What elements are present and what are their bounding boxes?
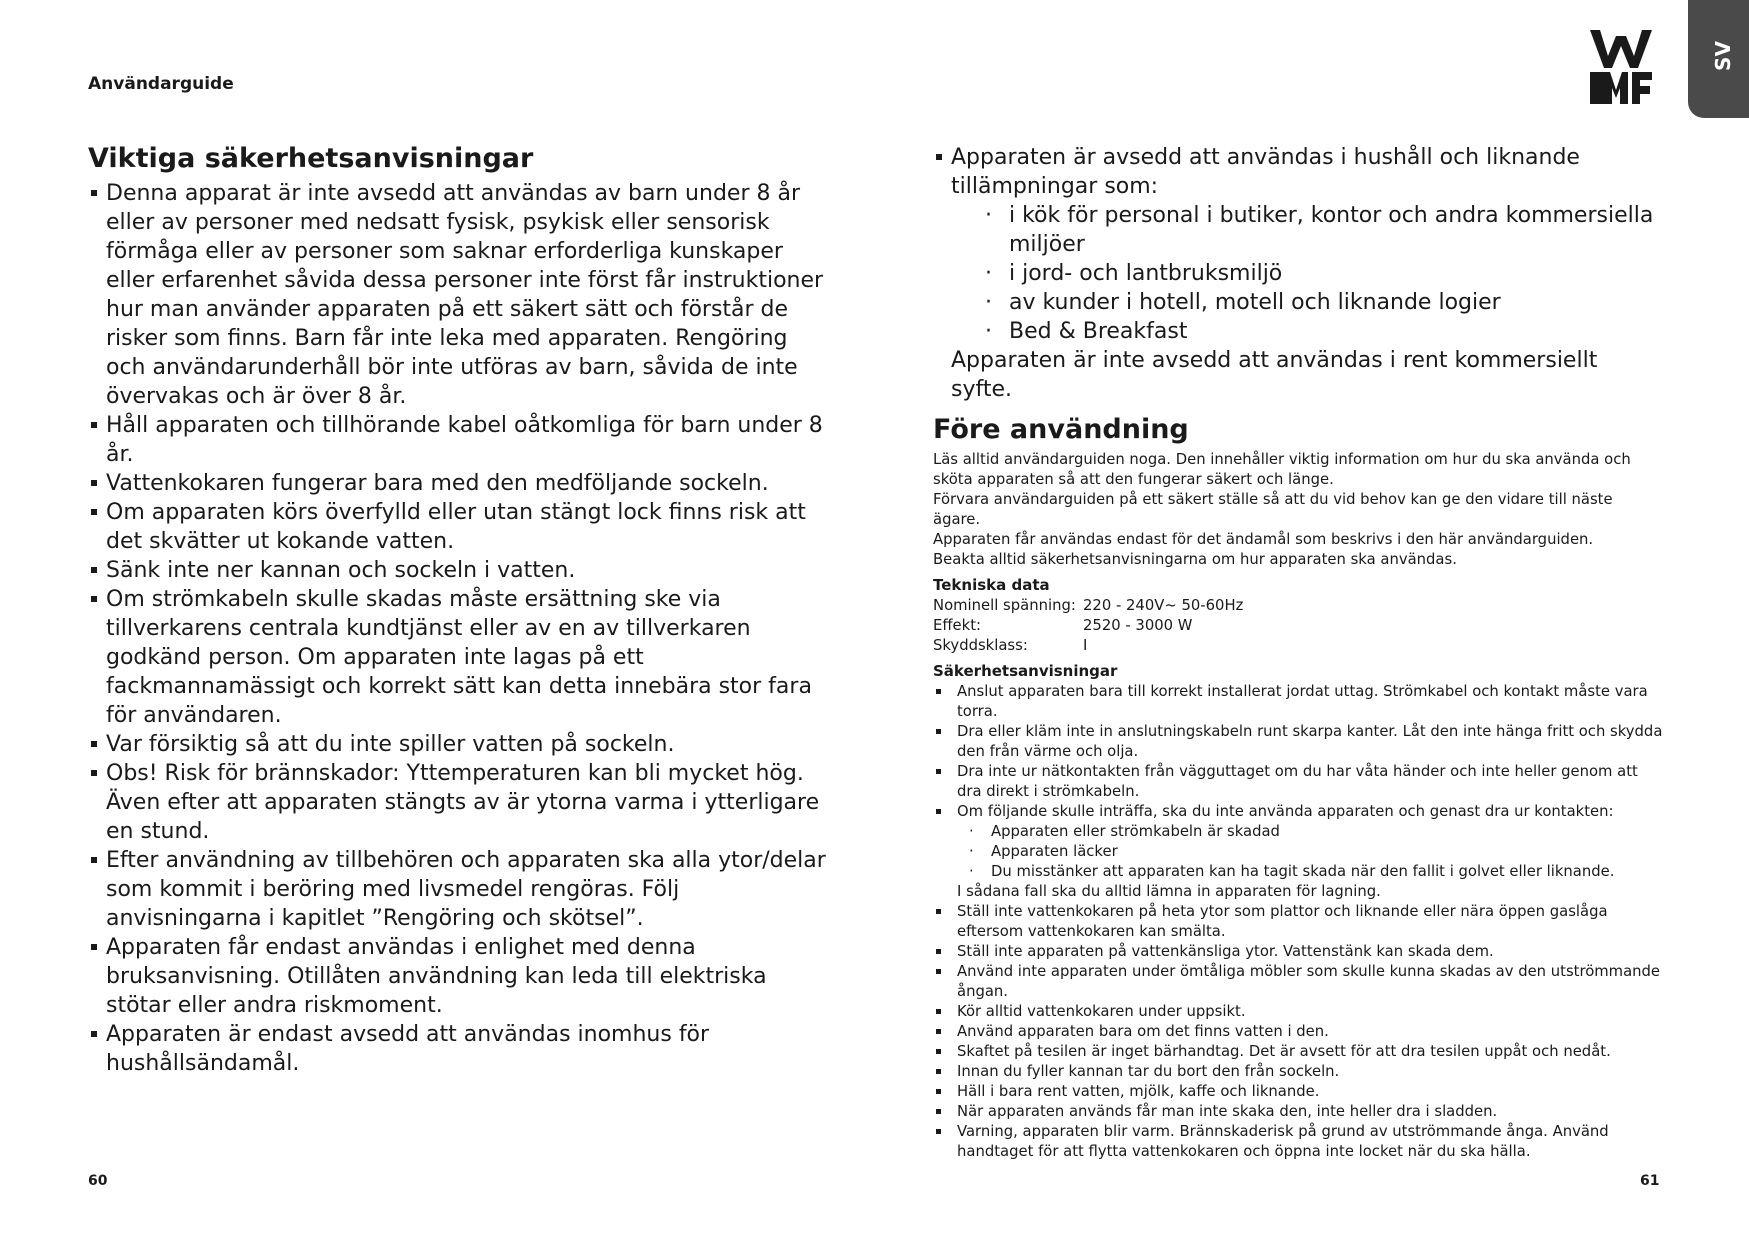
bullet-square-icon — [936, 1129, 941, 1134]
bullet-dot-icon: · — [985, 261, 992, 286]
bullet-square-icon — [936, 1029, 941, 1034]
list-item-text: Ställ inte apparaten på vattenkänsliga ytor. Vattenstänk kan skada dem. — [957, 943, 1494, 961]
bullet-square-icon — [936, 1069, 941, 1074]
tech-label: Skyddsklass: — [933, 637, 1028, 655]
list-item-text: Var försiktig så att du inte spiller vatten på sockeln. — [106, 732, 675, 758]
sub-list-item-text: i jord- och lantbruksmiljö — [1009, 261, 1283, 286]
list-item — [933, 802, 1663, 902]
list-item-text: Använd apparaten bara om det finns vatten i den. — [957, 1023, 1329, 1041]
bullet-square-icon — [91, 944, 97, 950]
household-tail: Apparaten är inte avsedd att användas i rent kommersiellt syfte. — [951, 348, 1598, 402]
bullet-square-icon — [936, 1049, 941, 1054]
tech-value: 220 - 240V~ 50-60Hz — [1083, 597, 1244, 615]
paragraph: Förvara användarguiden på ett säkert ställe så att du vid behov kan ge den vidare till näste ägare. — [933, 491, 1613, 529]
safety-heading: Säkerhetsanvisningar — [933, 662, 1118, 681]
bullet-square-icon — [91, 596, 97, 602]
bullet-square-icon — [91, 480, 97, 486]
bullet-square-icon — [91, 857, 97, 863]
section-title-before-use: Före användning — [933, 414, 1189, 445]
bullet-square-icon — [936, 769, 941, 774]
list-item — [933, 1082, 1663, 1102]
list-item — [88, 933, 828, 1020]
list-item — [933, 1042, 1663, 1062]
bullet-dot-icon: · — [985, 290, 992, 315]
tech-label: Effekt: — [933, 617, 982, 635]
tech-heading: Tekniska data — [933, 576, 1050, 595]
list-item-text: Sänk inte ner kannan och sockeln i vatten. — [106, 558, 576, 584]
bullet-dot-icon: · — [985, 203, 992, 228]
bullet-dot-icon: · — [985, 319, 992, 344]
bullet-square-icon — [91, 567, 97, 573]
list-item-text: Om strömkabeln skulle skadas måste ersättning ske via tillverkarens centrala kundtjänst eller av en av tillverkaren godkänd person. Om apparaten inte lagas på ett fackmannamässigt och korrekt sätt kan detta innebära stor fara för användaren. — [106, 587, 812, 729]
list-item-text: Efter användning av tillbehören och apparaten ska alla ytor/delar som kommit i beröring med livsmedel rengöras. Följ anvisningarna i kapitlet ”Rengöring och skötsel”. — [106, 848, 826, 932]
list-item — [88, 1020, 828, 1078]
list-item-text: Ställ inte vattenkokaren på heta ytor som plattor och liknande eller nära öppen gaslåga eftersom vattenkokaren kan smälta. — [957, 903, 1608, 941]
list-item — [933, 1002, 1663, 1022]
tech-row — [933, 636, 1243, 656]
running-head: Användarguide — [88, 74, 234, 94]
tech-value: I — [1083, 637, 1088, 655]
bullet-square-icon — [91, 190, 97, 196]
paragraph: Apparaten får användas endast för det ändamål som beskrivs i den här användarguiden. — [933, 531, 1594, 549]
sub-list-item — [969, 822, 1663, 842]
sub-list-item-text: Du misstänker att apparaten kan ha tagit skada när den fallit i golvet eller liknande. — [991, 863, 1615, 881]
bullet-square-icon — [936, 729, 941, 734]
bullet-dot-icon: · — [969, 823, 974, 841]
left-column — [88, 143, 828, 1078]
list-item-text: Dra eller kläm inte in anslutningskabeln runt skarpa kanter. Låt den inte hänga fritt och skydda den från värme och olja. — [957, 723, 1663, 761]
bullet-square-icon — [936, 1009, 941, 1014]
list-item-text: Skaftet på tesilen är inget bärhandtag. Det är avsett för att dra tesilen uppåt och nedåt. — [957, 1043, 1611, 1061]
list-item-text: Håll apparaten och tillhörande kabel oåtkomliga för barn under 8 år. — [106, 413, 823, 468]
list-item-text: Kör alltid vattenkokaren under uppsikt. — [957, 1003, 1246, 1021]
list-item — [933, 682, 1663, 722]
event-sub-list — [957, 822, 1663, 882]
list-item-text: Anslut apparaten bara till korrekt installerat jordat uttag. Strömkabel och kontakt måste vara torra. — [957, 683, 1648, 721]
bullet-square-icon — [91, 741, 97, 747]
wmf-logo — [1588, 28, 1654, 106]
tech-row — [933, 616, 1243, 636]
list-item-text: Om apparaten körs överfylld eller utan stängt lock finns risk att det skvätter ut kokande vatten. — [106, 500, 806, 555]
list-item — [933, 1122, 1663, 1162]
list-item-text: Om följande skulle inträffa, ska du inte använda apparaten och genast dra ur kontakten: — [957, 803, 1614, 821]
safety-list — [88, 179, 828, 1078]
sub-list-item — [985, 288, 1663, 317]
sub-list-item — [985, 317, 1663, 346]
list-item — [88, 498, 828, 556]
list-item-text: Dra inte ur nätkontakten från vägguttaget om du har våta händer och inte heller genom att dra direkt i strömkabeln. — [957, 763, 1638, 801]
list-item — [88, 759, 828, 846]
right-column — [933, 143, 1663, 1162]
bullet-square-icon — [936, 154, 942, 160]
list-item-text: När apparaten används får man inte skaka den, inte heller dra i sladden. — [957, 1103, 1498, 1121]
sub-list-item-text: Bed & Breakfast — [1009, 319, 1188, 344]
list-item — [933, 762, 1663, 802]
bullet-square-icon — [91, 1031, 97, 1037]
sub-list-item — [985, 201, 1663, 259]
list-item — [88, 730, 828, 759]
bullet-square-icon — [91, 770, 97, 776]
sub-list-item-text: Apparaten läcker — [991, 843, 1118, 861]
list-item-text: Använd inte apparaten under ömtåliga möbler som skulle kunna skadas av den utströmmande ångan. — [957, 963, 1661, 1001]
bullet-square-icon — [936, 689, 941, 694]
sub-list-item-text: i kök för personal i butiker, kontor och andra kommersiella miljöer — [1009, 203, 1654, 257]
list-item — [88, 556, 828, 585]
list-item-text: Apparaten är endast avsedd att användas inomhus för hushållsändamål. — [106, 1022, 710, 1077]
household-item: Apparaten är avsedd att användas i hushåll och liknande tillämpningar som: · i kök för personal i butiker, kontor och andra kommersiella miljöer · i jord- och lantbruksmiljö · av kunder i hotell, motell och liknande logier · Bed & Breakfast Apparaten är inte avsedd att användas i rent kommersiellt syfte. — [933, 143, 1663, 404]
list-item-text: Denna apparat är inte avsedd att användas av barn under 8 år eller av personer med nedsatt fysisk, psykisk eller sensorisk förmåga eller av personer som saknar erforderliga kunskaper eller erfarenhet såvida dessa personer inte först får instruktioner hur man använder apparaten på ett säkert sätt och förstår de risker som finns. Barn får inte leka med apparaten. Rengöring och användarunderhåll bör inte utföras av barn, såvida de inte övervakas och är över 8 år. — [106, 181, 824, 410]
list-item-text: Häll i bara rent vatten, mjölk, kaffe och liknande. — [957, 1083, 1320, 1101]
sub-list-item — [985, 259, 1663, 288]
list-item — [88, 846, 828, 933]
bullet-square-icon — [936, 809, 941, 814]
list-item — [88, 411, 828, 469]
list-item-text: Varning, apparaten blir varm. Brännskaderisk på grund av utströmmande ånga. Använd handtaget för att flytta vattenkokaren och öppna inte locket när du ska hälla. — [957, 1123, 1609, 1161]
tech-row — [933, 596, 1243, 616]
household-list — [933, 143, 1663, 404]
bullet-square-icon — [936, 1089, 941, 1094]
bullet-dot-icon: · — [969, 863, 974, 881]
sub-list-item-text: av kunder i hotell, motell och liknande logier — [1009, 290, 1501, 315]
tech-value: 2520 - 3000 W — [1083, 617, 1193, 635]
list-item — [933, 902, 1663, 942]
list-item — [88, 469, 828, 498]
list-item — [88, 585, 828, 730]
bullet-square-icon — [936, 909, 941, 914]
language-code: SV — [1710, 41, 1735, 71]
tech-table — [933, 596, 1243, 656]
paragraph: Beakta alltid säkerhetsanvisningarna om hur apparaten ska användas. — [933, 551, 1457, 569]
list-item — [933, 1022, 1663, 1042]
section-title-safety: Viktiga säkerhetsanvisningar — [88, 143, 534, 174]
bullet-square-icon — [936, 949, 941, 954]
list-item-text: Innan du fyller kannan tar du bort den från sockeln. — [957, 1063, 1340, 1081]
list-item — [933, 1102, 1663, 1122]
bullet-dot-icon: · — [969, 843, 974, 861]
bullet-square-icon — [91, 509, 97, 515]
list-item — [933, 962, 1663, 1002]
paragraph: Läs alltid användarguiden noga. Den innehåller viktig information om hur du ska använda och sköta apparaten så att den fungerar säkert och länge. — [933, 451, 1631, 489]
intro-paragraphs — [933, 450, 1663, 570]
page-number-left: 60 — [88, 1173, 108, 1189]
bullet-square-icon — [91, 422, 97, 428]
bullet-square-icon — [936, 969, 941, 974]
sub-list-item-text: Apparaten eller strömkabeln är skadad — [991, 823, 1280, 841]
household-sub-list — [951, 201, 1663, 346]
bullet-square-icon — [936, 1109, 941, 1114]
list-item — [933, 942, 1663, 962]
language-tab — [1688, 0, 1749, 118]
list-item — [88, 179, 828, 411]
list-item-text: Vattenkokaren fungerar bara med den medföljande sockeln. — [106, 471, 769, 497]
sub-list-item — [969, 842, 1663, 862]
event-tail: I sådana fall ska du alltid lämna in apparaten för lagning. — [957, 883, 1381, 901]
list-item — [933, 722, 1663, 762]
safety-instructions — [933, 682, 1663, 1162]
page-number-right: 61 — [1640, 1173, 1660, 1189]
tech-label: Nominell spänning: — [933, 597, 1076, 615]
list-item — [933, 1062, 1663, 1082]
list-item-text: Apparaten får endast användas i enlighet med denna bruksanvisning. Otillåten användning kan leda till elektriska stötar eller andra riskmoment. — [106, 935, 767, 1019]
sub-list-item — [969, 862, 1663, 882]
list-item-text: Obs! Risk för brännskador: Yttemperaturen kan bli mycket hög. Även efter att apparaten stängts av är ytorna varma i ytterligare en stund. — [106, 761, 820, 845]
